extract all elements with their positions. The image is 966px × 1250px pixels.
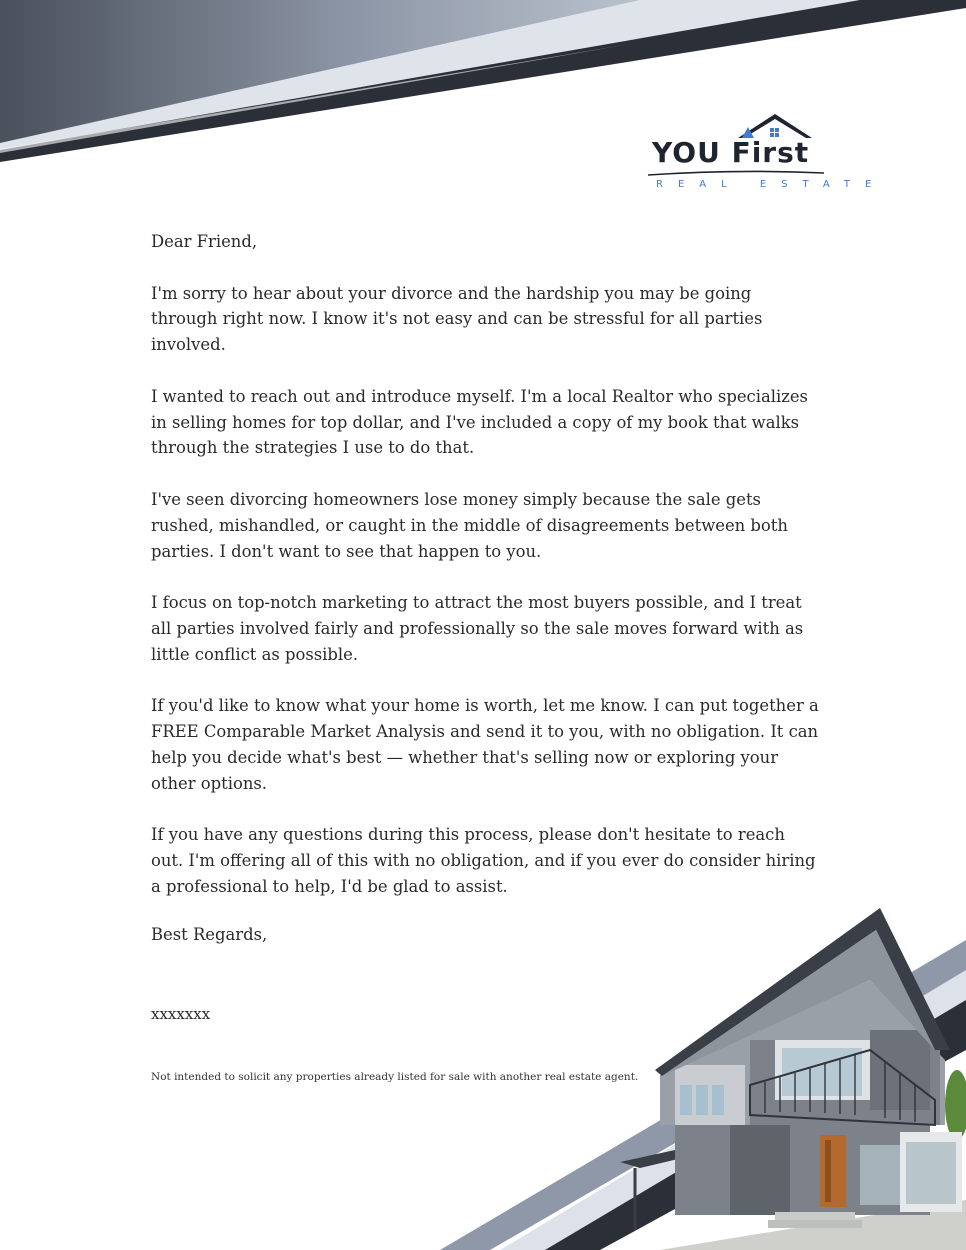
house-photo-illustration [430, 900, 966, 1250]
logo-swoosh [646, 170, 826, 176]
company-logo [646, 112, 887, 194]
letter-paragraph: I'm sorry to hear about your divorce and the hardship you may be going through right now. I know it's not easy and can be stressful for all parties involved. [151, 283, 763, 355]
letter-signature: xxxxxxx [151, 1005, 211, 1023]
letter-paragraph: I've seen divorcing homeowners lose money simply because the sale gets rushed, mishandled, or caught in the middle of disagreements between both parties. I don't want to see that happen to you. [151, 489, 788, 561]
letter-paragraph: I wanted to reach out and introduce myself. I'm a local Realtor who specializes in selling homes for top dollar, and I've included a copy of my book that walks through the strategies I use to do that. [151, 386, 808, 458]
letter-body [151, 229, 821, 926]
logo-title: YOU First [652, 136, 810, 169]
letter-paragraph: I focus on top-notch marketing to attract the most buyers possible, and I treat all parties involved fairly and professionally so the sale moves forward with as little conflict as possible. [151, 593, 804, 664]
letter-disclaimer: Not intended to solicit any properties already listed for sale with another real estate agent. [151, 1071, 639, 1083]
letter-greeting: Dear Friend, [151, 232, 258, 251]
letter-paragraph: If you have any questions during this process, please don't hesitate to reach out. I'm offering all of this with no obligation, and if you ever do consider hiring a professional to help, I'd be glad to assist. [151, 825, 816, 896]
letter-paragraph: If you'd like to know what your home is worth, let me know. I can put together a FREE Comparable Market Analysis and send it to you, with no obligation. It can help you decide what's best — whether that's selling now or exploring your other options. [151, 696, 819, 793]
letter-closing: Best Regards, [151, 925, 268, 944]
logo-subtitle: REAL ESTATE [656, 179, 887, 190]
